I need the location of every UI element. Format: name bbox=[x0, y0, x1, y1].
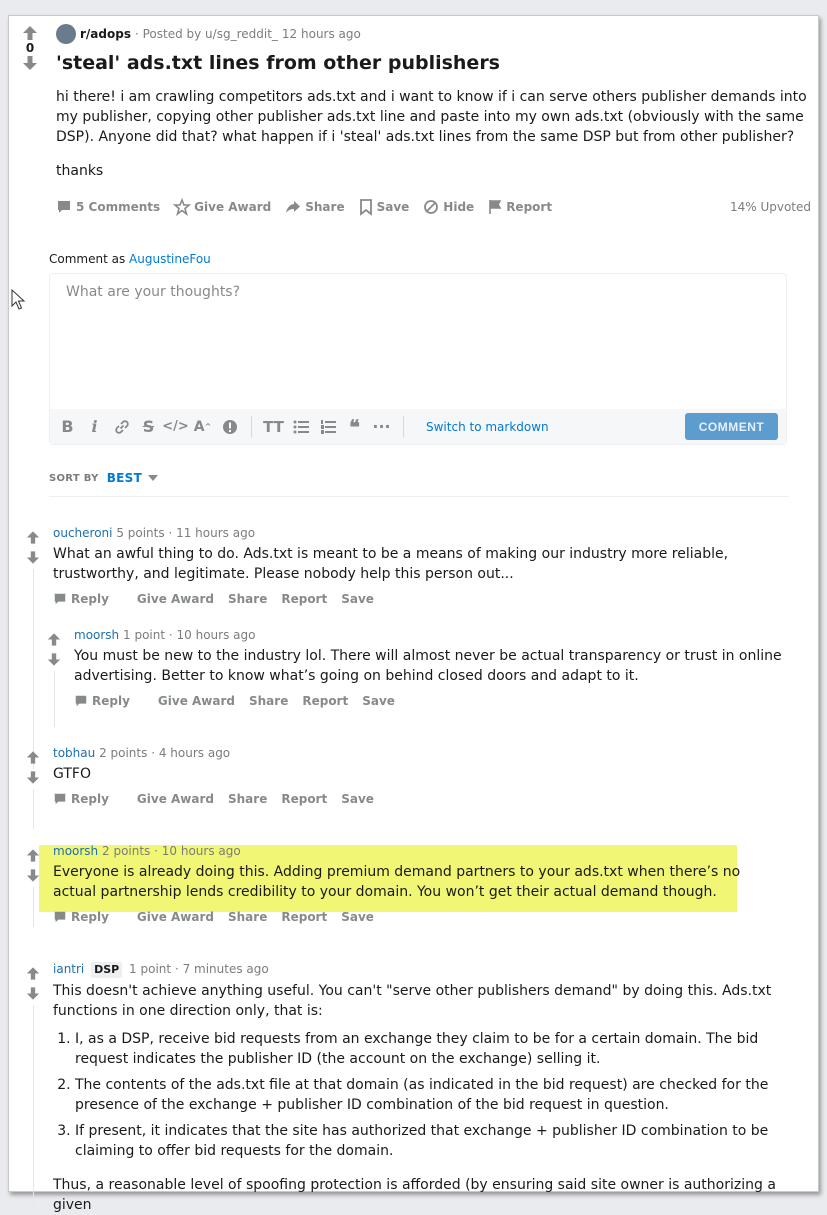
sort-label: SORT BY bbox=[49, 472, 99, 484]
share-button[interactable] bbox=[285, 199, 344, 215]
comment-meta bbox=[74, 627, 794, 643]
comment-author[interactable]: iantri bbox=[53, 962, 85, 976]
comment-icon bbox=[74, 694, 88, 708]
reply-button[interactable] bbox=[53, 592, 123, 606]
give-award-button[interactable]: Give Award bbox=[157, 694, 235, 708]
post-age: 12 hours ago bbox=[281, 27, 361, 41]
post-title: 'steal' ads.txt lines from other publishers bbox=[56, 52, 500, 74]
reply-button[interactable] bbox=[53, 792, 123, 806]
award-label: Give Award bbox=[194, 200, 272, 214]
downvote-icon[interactable] bbox=[22, 56, 38, 70]
toolbar-divider bbox=[251, 416, 252, 438]
share-button[interactable]: Share bbox=[228, 910, 268, 924]
share-button[interactable]: Share bbox=[228, 792, 268, 806]
switch-to-markdown-link[interactable]: Switch to markdown bbox=[426, 419, 549, 434]
comment-text-intro: This doesn't achieve anything useful. You can't "serve other publishers demand" by doing this. Ads.txt functions in one direction only, that is: bbox=[53, 983, 772, 1019]
comment-author[interactable]: moorsh bbox=[74, 628, 120, 642]
comment-age: · 11 hours ago bbox=[168, 526, 256, 540]
bold-icon[interactable]: B bbox=[61, 417, 74, 436]
comment-text: What an awful thing to do. Ads.txt is meant to be a means of making our industry more reliable, trustworthy, and legitimate. Please nobody help this person out... bbox=[53, 546, 729, 582]
italic-icon[interactable]: i bbox=[91, 417, 98, 436]
comment-as-label: Comment as bbox=[49, 252, 126, 266]
comment-age: · 10 hours ago bbox=[168, 628, 256, 642]
post-meta bbox=[56, 24, 811, 44]
reply-label: Reply bbox=[71, 592, 109, 606]
post-vote-column bbox=[19, 26, 41, 70]
thread-line[interactable] bbox=[33, 569, 34, 769]
save-button[interactable]: Save bbox=[341, 792, 374, 806]
comment-author[interactable]: oucheroni bbox=[53, 526, 113, 540]
report-button[interactable]: Report bbox=[281, 592, 328, 606]
subreddit-icon[interactable] bbox=[56, 24, 76, 44]
editor-toolbar bbox=[50, 409, 786, 444]
comment-as bbox=[49, 252, 211, 266]
comment-vote bbox=[26, 531, 42, 571]
flag-icon bbox=[488, 199, 502, 215]
share-label: Share bbox=[305, 200, 345, 214]
comment-icon bbox=[53, 910, 67, 924]
upvote-icon[interactable] bbox=[26, 967, 40, 980]
comments-button[interactable] bbox=[56, 199, 160, 215]
link-icon[interactable] bbox=[108, 413, 135, 440]
report-button[interactable]: Report bbox=[281, 910, 328, 924]
chevron-down-icon[interactable] bbox=[148, 475, 158, 481]
comment-text-tail: Thus, a reasonable level of spoofing protection is afforded (by ensuring said site owner is authorizing a given bbox=[53, 1177, 776, 1213]
numbered-list-icon[interactable] bbox=[314, 413, 341, 440]
thread-line[interactable] bbox=[33, 1005, 34, 1205]
comment-meta bbox=[53, 961, 788, 978]
comment-text: You must be new to the industry lol. There will almost never be actual transparency or trust in online advertising. Better to know what’s going on behind closed doors and adapt to it. bbox=[74, 648, 782, 684]
comment-icon bbox=[53, 592, 67, 606]
save-button[interactable]: Save bbox=[341, 910, 374, 924]
list-item: 2. The contents of the ads.txt file at that domain (as indicated in the bid request) are checked for the presence of the exchange + publisher ID combination of the bid request in question. bbox=[75, 1075, 788, 1115]
toolbar-divider-2 bbox=[403, 416, 404, 438]
post-body bbox=[56, 87, 811, 181]
subreddit-link[interactable]: r/adops bbox=[80, 27, 131, 41]
comment-ordered-list bbox=[53, 1029, 788, 1161]
reply-label: Reply bbox=[71, 910, 109, 924]
mouse-cursor-icon bbox=[11, 289, 25, 311]
comment-vote bbox=[26, 849, 42, 889]
comment-actions bbox=[53, 790, 793, 808]
comment-actions bbox=[74, 692, 794, 710]
comments-divider bbox=[49, 496, 789, 497]
save-label: Save bbox=[376, 200, 410, 214]
save-button[interactable] bbox=[359, 199, 410, 215]
comment-age: · 4 hours ago bbox=[151, 746, 231, 760]
award-icon bbox=[174, 199, 190, 215]
report-button[interactable]: Report bbox=[302, 694, 349, 708]
comment-meta bbox=[53, 843, 753, 859]
inline-code-icon[interactable]: </> bbox=[162, 419, 189, 434]
comment-text: Everyone is already doing this. Adding premium demand partners to your ads.txt when there’s no actual partnership lends credibility to your domain. You won’t get their actual demand though. bbox=[53, 864, 741, 900]
downvote-icon[interactable] bbox=[47, 653, 61, 666]
upvote-icon[interactable] bbox=[26, 751, 40, 764]
comment-editor bbox=[49, 273, 787, 445]
hide-label: Hide bbox=[443, 200, 475, 214]
reply-label: Reply bbox=[92, 694, 130, 708]
comment-points: 1 point bbox=[123, 628, 166, 642]
post-body-paragraph-2: thanks bbox=[56, 163, 104, 179]
comment-content bbox=[53, 525, 793, 608]
downvote-icon[interactable] bbox=[26, 771, 40, 784]
comment-content bbox=[53, 843, 753, 926]
upvote-icon[interactable] bbox=[26, 849, 40, 862]
reddit-post-page bbox=[8, 15, 819, 1213]
comment-vote bbox=[47, 633, 63, 673]
comment-actions bbox=[53, 590, 793, 608]
share-button[interactable]: Share bbox=[249, 694, 289, 708]
thread-line[interactable] bbox=[54, 671, 55, 727]
post-actions bbox=[56, 195, 811, 219]
report-button[interactable]: Report bbox=[281, 792, 328, 806]
bookmark-icon bbox=[359, 199, 373, 215]
comment-content bbox=[74, 627, 794, 710]
upvote-icon[interactable] bbox=[26, 531, 40, 544]
heading-icon[interactable]: TT bbox=[263, 417, 284, 436]
superscript-icon[interactable]: A ^ bbox=[193, 418, 212, 435]
comment-meta bbox=[53, 525, 793, 541]
hide-icon bbox=[423, 199, 439, 215]
thread-line[interactable] bbox=[33, 789, 34, 829]
posted-by[interactable]: · Posted by u/sg_reddit_ bbox=[134, 27, 278, 41]
comment-age: · 10 hours ago bbox=[154, 844, 241, 858]
comment-points: 1 point bbox=[129, 962, 172, 976]
comment-author[interactable]: moorsh bbox=[53, 844, 99, 858]
comment-points: 2 points bbox=[99, 746, 148, 760]
report-button[interactable] bbox=[488, 199, 552, 215]
reply-button[interactable] bbox=[53, 910, 123, 924]
comment-content bbox=[53, 961, 788, 1215]
comment-meta bbox=[53, 745, 793, 761]
comment-vote bbox=[26, 751, 42, 791]
comment-content bbox=[53, 745, 793, 808]
downvote-icon[interactable] bbox=[26, 551, 40, 564]
post bbox=[56, 24, 811, 219]
downvote-icon[interactable] bbox=[26, 869, 40, 882]
comment-author[interactable]: tobhau bbox=[53, 746, 96, 760]
comment-points: 5 points bbox=[116, 526, 165, 540]
list-item: 3. If present, it indicates that the site has authorized that exchange + publisher ID combination to be claiming to offer bid requests for the domain. bbox=[75, 1121, 788, 1161]
comment-text bbox=[53, 981, 788, 1215]
sort-value[interactable]: BEST bbox=[106, 471, 143, 485]
give-award-button[interactable]: Give Award bbox=[136, 792, 214, 806]
bulleted-list-icon[interactable] bbox=[287, 413, 314, 440]
quote-icon[interactable]: ❝ bbox=[349, 414, 360, 439]
post-body-paragraph: hi there! i am crawling competitors ads.txt and i want to know if i can serve others publisher demands into my publisher, copying other publisher ads.txt line and paste into my own ads.txt (obviously with the same DSP). Anyone did that? what happen if i 'steal' ads.txt lines from the same DSP but from other publisher? bbox=[56, 89, 807, 145]
comment-as-username[interactable]: AugustineFou bbox=[129, 252, 211, 266]
comment-points: 2 points bbox=[102, 844, 151, 858]
upvote-icon[interactable] bbox=[22, 26, 38, 40]
thread-line[interactable] bbox=[33, 887, 34, 927]
post-score: 0 bbox=[25, 41, 35, 55]
reply-label: Reply bbox=[71, 792, 109, 806]
comment-icon bbox=[56, 199, 72, 215]
give-award-button[interactable]: Give Award bbox=[136, 592, 214, 606]
comment-actions bbox=[53, 908, 753, 926]
save-button[interactable]: Save bbox=[341, 592, 374, 606]
more-options-icon[interactable]: ··· bbox=[372, 417, 391, 436]
user-flair: DSP bbox=[91, 962, 122, 978]
report-label: Report bbox=[506, 200, 553, 214]
strikethrough-icon[interactable]: S bbox=[142, 417, 155, 436]
comments-label: 5 Comments bbox=[76, 200, 161, 214]
share-button[interactable]: Share bbox=[228, 592, 268, 606]
reply-button[interactable] bbox=[74, 694, 144, 708]
give-award-button[interactable] bbox=[174, 199, 271, 215]
comment-vote bbox=[26, 967, 42, 1007]
downvote-icon[interactable] bbox=[26, 987, 40, 1000]
comment-age: · 7 minutes ago bbox=[174, 962, 269, 976]
comment-text: GTFO bbox=[53, 766, 91, 782]
upvote-ratio: 14% Upvoted bbox=[729, 200, 811, 214]
share-icon bbox=[285, 199, 301, 215]
comment-input[interactable] bbox=[50, 274, 786, 408]
sort-control[interactable] bbox=[49, 471, 158, 485]
save-button[interactable]: Save bbox=[362, 694, 395, 708]
comment-submit-button[interactable]: COMMENT bbox=[685, 413, 778, 440]
comment-icon bbox=[53, 792, 67, 806]
give-award-button[interactable]: Give Award bbox=[136, 910, 214, 924]
upvote-icon[interactable] bbox=[47, 633, 61, 646]
spoiler-icon[interactable] bbox=[216, 413, 243, 440]
hide-button[interactable] bbox=[423, 199, 474, 215]
list-item: 1. I, as a DSP, receive bid requests from an exchange they claim to be for a certain domain. The bid request indicates the publisher ID (the account on the exchange) selling it. bbox=[75, 1029, 788, 1069]
